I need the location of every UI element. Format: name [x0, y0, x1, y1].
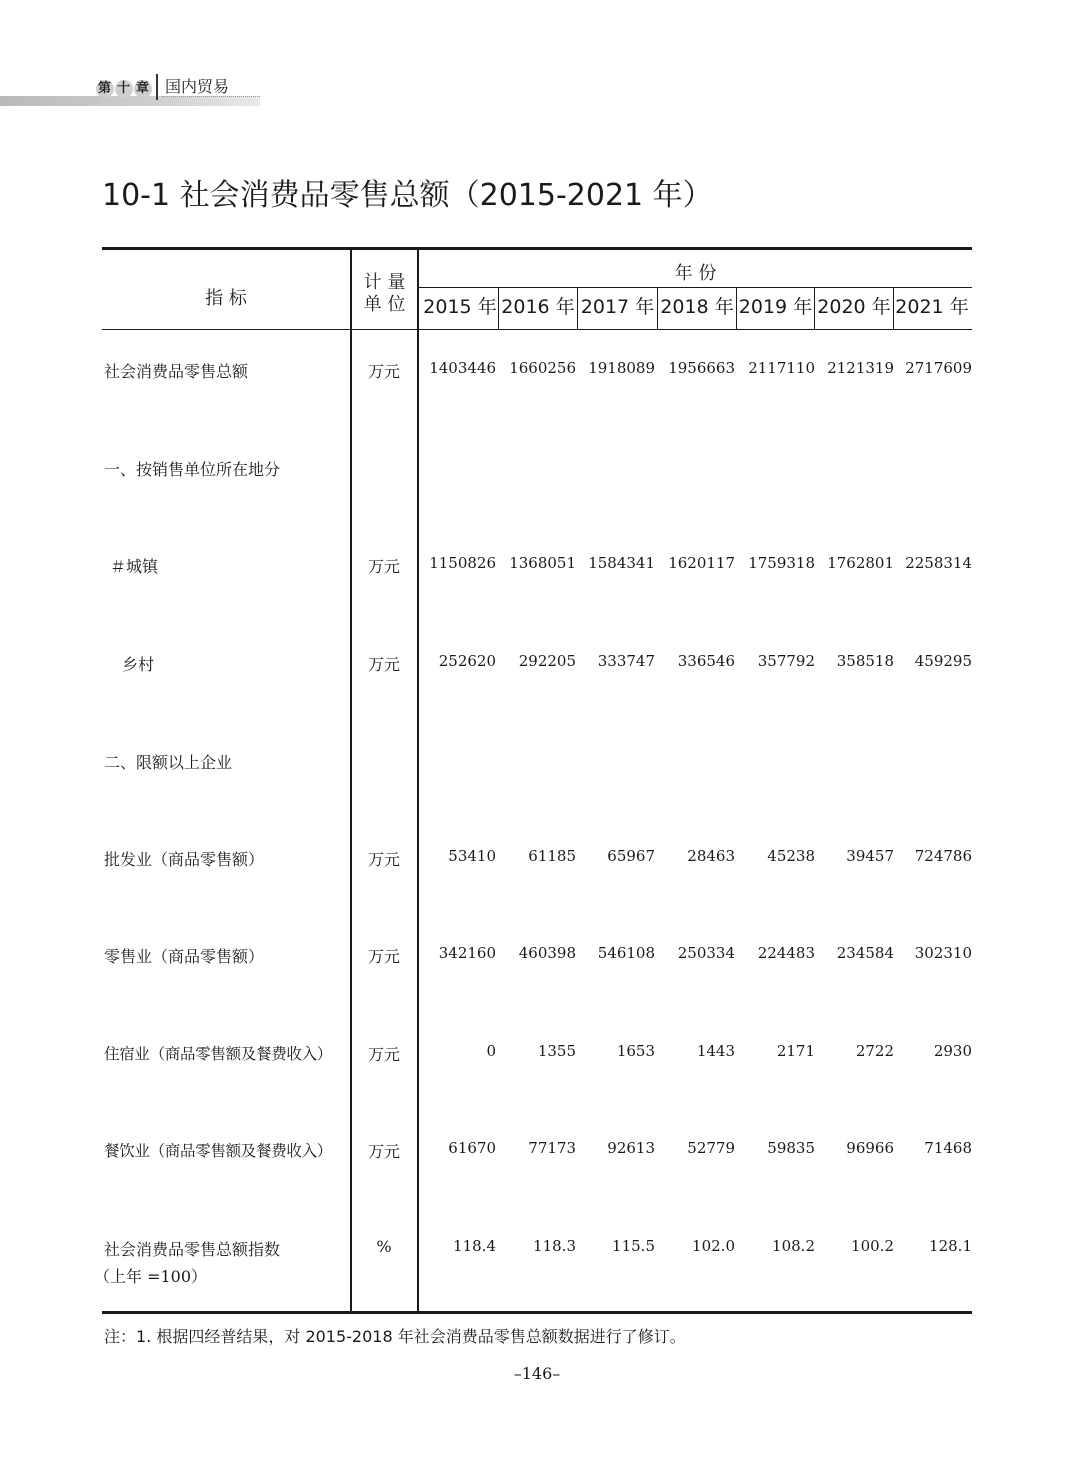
row-value: 2930 [933, 1042, 972, 1060]
row-value: 128.1 [929, 1237, 972, 1255]
row-value: 1150826 [429, 554, 496, 572]
row-value: 118.4 [453, 1237, 496, 1255]
row-value: 546108 [597, 944, 655, 962]
row-label: 一、按销售单位所在地分 [104, 460, 281, 479]
row-label: 批发业（商品零售额） [104, 850, 265, 869]
row-value: 1368051 [509, 554, 576, 572]
row-value: 357792 [757, 652, 815, 670]
year-header: 2015 年 [423, 296, 497, 318]
row-value: 2717609 [905, 359, 972, 377]
row-unit: 万元 [367, 850, 400, 869]
table-bottom-rule [102, 1311, 972, 1314]
row-unit: % [376, 1237, 392, 1256]
row-unit: 万元 [367, 1045, 400, 1064]
row-value: 92613 [607, 1139, 655, 1157]
year-header: 2019 年 [738, 296, 813, 318]
row-value: 65967 [607, 847, 655, 865]
row-value: 302310 [914, 944, 972, 962]
row-value: 115.5 [612, 1237, 655, 1255]
row-unit: 万元 [367, 655, 400, 674]
row-value: 1584341 [588, 554, 655, 572]
row-value: 250334 [677, 944, 735, 962]
row-value: 1956663 [668, 359, 735, 377]
row-value: 102.0 [692, 1237, 735, 1255]
row-value: 61185 [528, 847, 576, 865]
row-value: 71468 [924, 1139, 972, 1157]
year-header: 2017 年 [580, 296, 655, 318]
row-label: 社会消费品零售总额指数 [104, 1240, 281, 1259]
year-header: 2018 年 [660, 296, 734, 318]
row-value: 52779 [687, 1139, 735, 1157]
row-value: 1762801 [827, 554, 894, 572]
row-value: 118.3 [533, 1237, 576, 1255]
chapter-char: 十 [116, 81, 131, 96]
row-label: 餐饮业（商品零售额及餐费收入） [104, 1142, 333, 1160]
row-label: 二、限额以上企业 [104, 753, 233, 772]
unit-column-rule [417, 250, 419, 1311]
row-label: 住宿业（商品零售额及餐费收入） [104, 1045, 333, 1063]
row-value: 342160 [438, 944, 496, 962]
row-value: 1918089 [588, 359, 655, 377]
year-group-header: 年 份 [674, 263, 717, 284]
header-dotted-line [162, 96, 260, 97]
row-value: 2117110 [748, 359, 815, 377]
row-value: 252620 [438, 652, 496, 670]
row-label: 乡村 [122, 655, 155, 674]
row-label-note: （上年 =100） [94, 1267, 208, 1286]
table-top-rule [102, 247, 972, 250]
row-value: 108.2 [772, 1237, 815, 1255]
year-header: 2021 年 [895, 296, 969, 318]
indicator-header: 指 标 [205, 288, 247, 309]
row-value: 1620117 [668, 554, 735, 572]
row-value: 1355 [537, 1042, 576, 1060]
row-value: 1403446 [429, 359, 496, 377]
unit-header-line1: 计 量 [363, 272, 406, 293]
row-value: 333747 [597, 652, 655, 670]
row-value: 77173 [528, 1139, 576, 1157]
row-value: 100.2 [851, 1237, 894, 1255]
row-value: 96966 [846, 1139, 894, 1157]
row-label: ＃城镇 [110, 557, 159, 576]
row-value: 224483 [757, 944, 815, 962]
row-value: 39457 [846, 847, 894, 865]
chapter-char: 第 [97, 81, 112, 96]
row-value: 460398 [518, 944, 576, 962]
row-label: 社会消费品零售总额 [104, 362, 249, 381]
row-value: 59835 [767, 1139, 815, 1157]
row-unit: 万元 [367, 557, 400, 576]
row-value: 358518 [836, 652, 894, 670]
row-value: 1653 [616, 1042, 655, 1060]
table-footnote: 注：1. 根据四经普结果，对 2015-2018 年社会消费品零售总额数据进行了修订。 [104, 1327, 686, 1346]
row-label: 零售业（商品零售额） [104, 947, 265, 966]
row-value: 2258314 [905, 554, 972, 572]
row-unit: 万元 [367, 1142, 400, 1161]
row-value: 459295 [914, 652, 972, 670]
row-value: 45238 [767, 847, 815, 865]
row-value: 53410 [448, 847, 496, 865]
year-header: 2016 年 [501, 296, 575, 318]
chapter-label [96, 76, 153, 98]
row-value: 292205 [518, 652, 576, 670]
header-bottom-rule [102, 329, 972, 330]
chapter-char: 章 [135, 81, 150, 96]
row-value: 2722 [855, 1042, 894, 1060]
row-value: 2121319 [827, 359, 894, 377]
year-header: 2020 年 [817, 296, 891, 318]
unit-header-line2: 单 位 [363, 294, 406, 315]
row-value: 1443 [696, 1042, 735, 1060]
row-value: 0 [486, 1042, 496, 1060]
row-value: 1759318 [748, 554, 815, 572]
header-separator [156, 74, 158, 100]
row-value: 2171 [776, 1042, 815, 1060]
row-value: 61670 [448, 1139, 496, 1157]
year-group-rule [418, 287, 972, 288]
page-number: –146– [513, 1364, 561, 1383]
row-unit: 万元 [367, 947, 400, 966]
row-value: 234584 [836, 944, 894, 962]
section-label: 国内贸易 [165, 77, 230, 96]
row-value: 28463 [687, 847, 735, 865]
row-value: 1660256 [509, 359, 576, 377]
row-unit: 万元 [367, 362, 400, 381]
row-value: 336546 [677, 652, 735, 670]
row-value: 724786 [914, 847, 972, 865]
page-title: 10-1 社会消费品零售总额（2015-2021 年） [102, 178, 713, 213]
